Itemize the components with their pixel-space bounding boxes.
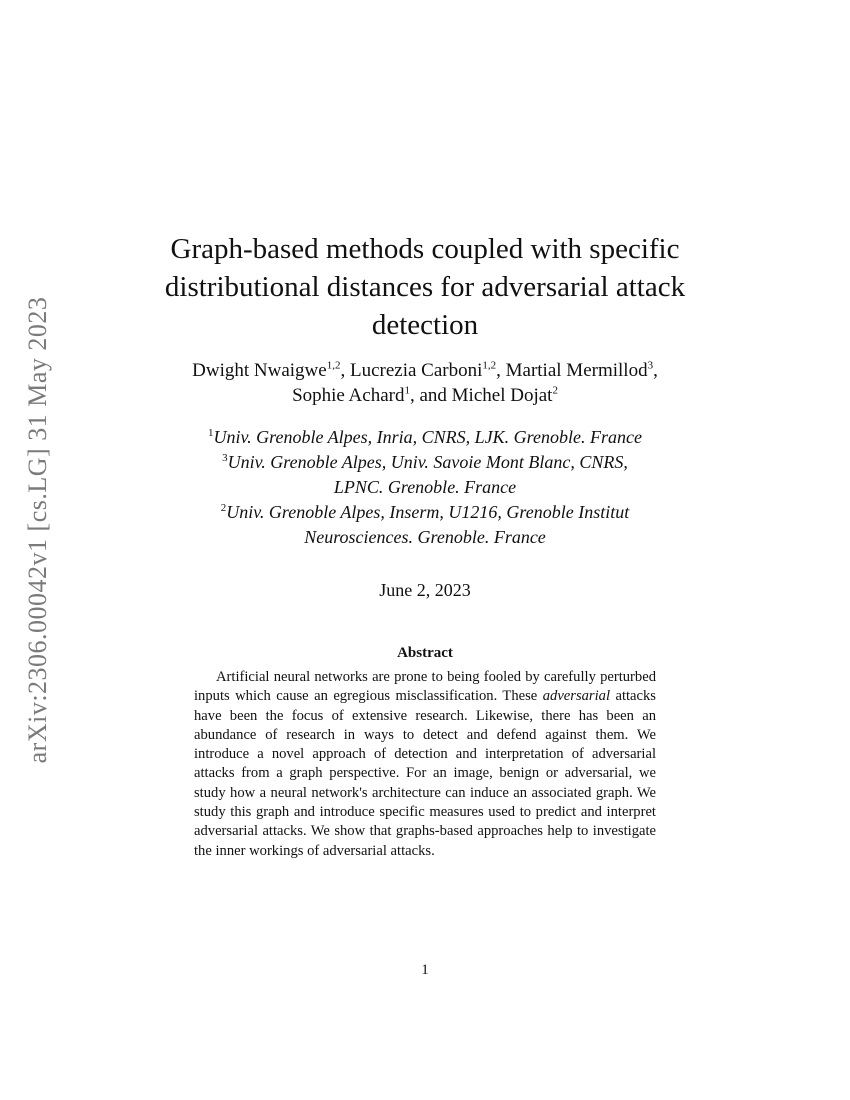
affiliation [130,500,720,525]
author-affiliation-mark: 1 [404,384,410,397]
title-line: detection [371,309,479,341]
affiliation-text: Univ. Grenoble Alpes, Univ. Savoie Mont Blanc, CNRS, [227,452,628,472]
abstract-text-part: Artificial neural networks are prone to being fooled by carefully perturbed inputs which cause an egregious misclassification. These [194,669,656,705]
author-name: Michel Dojat [451,385,553,406]
affiliation-mark: 2 [220,502,227,514]
author-affiliation-mark: 2 [552,384,558,397]
title-line: distributional distances for adversarial attack [164,271,686,303]
abstract-text [194,668,656,861]
author-name: Lucrezia Carboni [349,360,483,381]
affiliation-mark: 1 [208,427,214,439]
affiliation-continuation: Neurosciences. Grenoble. France [304,527,546,547]
author-affiliation-mark: 3 [647,359,654,372]
author-name: Dwight Nwaigwe [192,360,327,381]
author-separator: , [653,360,658,381]
author-separator: , [496,360,506,381]
publication-date: June 2, 2023 [379,580,471,600]
author-name: Martial Mermillod [505,360,648,381]
title-line: Graph-based methods coupled with specific [170,233,680,265]
page-number: 1 [421,962,429,978]
arxiv-identifier-stamp: arXiv:2306.00042v1 [cs.LG] 31 May 2023 [23,296,52,764]
affiliation-text: Univ. Grenoble Alpes, Inria, CNRS, LJK. Grenoble. France [213,427,642,447]
affiliation-mark: 3 [222,452,228,464]
author-name: Sophie Achard [292,385,405,406]
paper-title [130,230,720,344]
abstract-heading: Abstract [397,645,453,661]
author-list [130,358,720,408]
affiliation-continuation: LPNC. Grenoble. France [333,477,517,497]
abstract-emphasis: adversarial [542,688,611,705]
author-affiliation-mark: 1,2 [326,359,341,372]
affiliation-list [130,425,720,550]
author-affiliation-mark: 1,2 [482,359,497,372]
author-separator: , and [409,385,452,406]
affiliation [130,450,720,475]
affiliation [130,425,720,450]
author-separator: , [340,360,350,381]
affiliation-text: Univ. Grenoble Alpes, Inserm, U1216, Grenoble Institut [226,502,630,522]
abstract-text-part: attacks have been the focus of extensive research. Likewise, there has been an abundance of research in ways to detect and defend against them. We introduce a novel approach of detection and interpretation of adversarial attacks from a graph perspective. For an image, benign or adversarial, we study how a neural network's architecture can induce an associated graph. We study this graph and introduce specific measures used to predict and interpret adversarial attacks. We show that graphs-based approaches help to investigate the inner workings of adversarial attacks. [194,688,656,859]
